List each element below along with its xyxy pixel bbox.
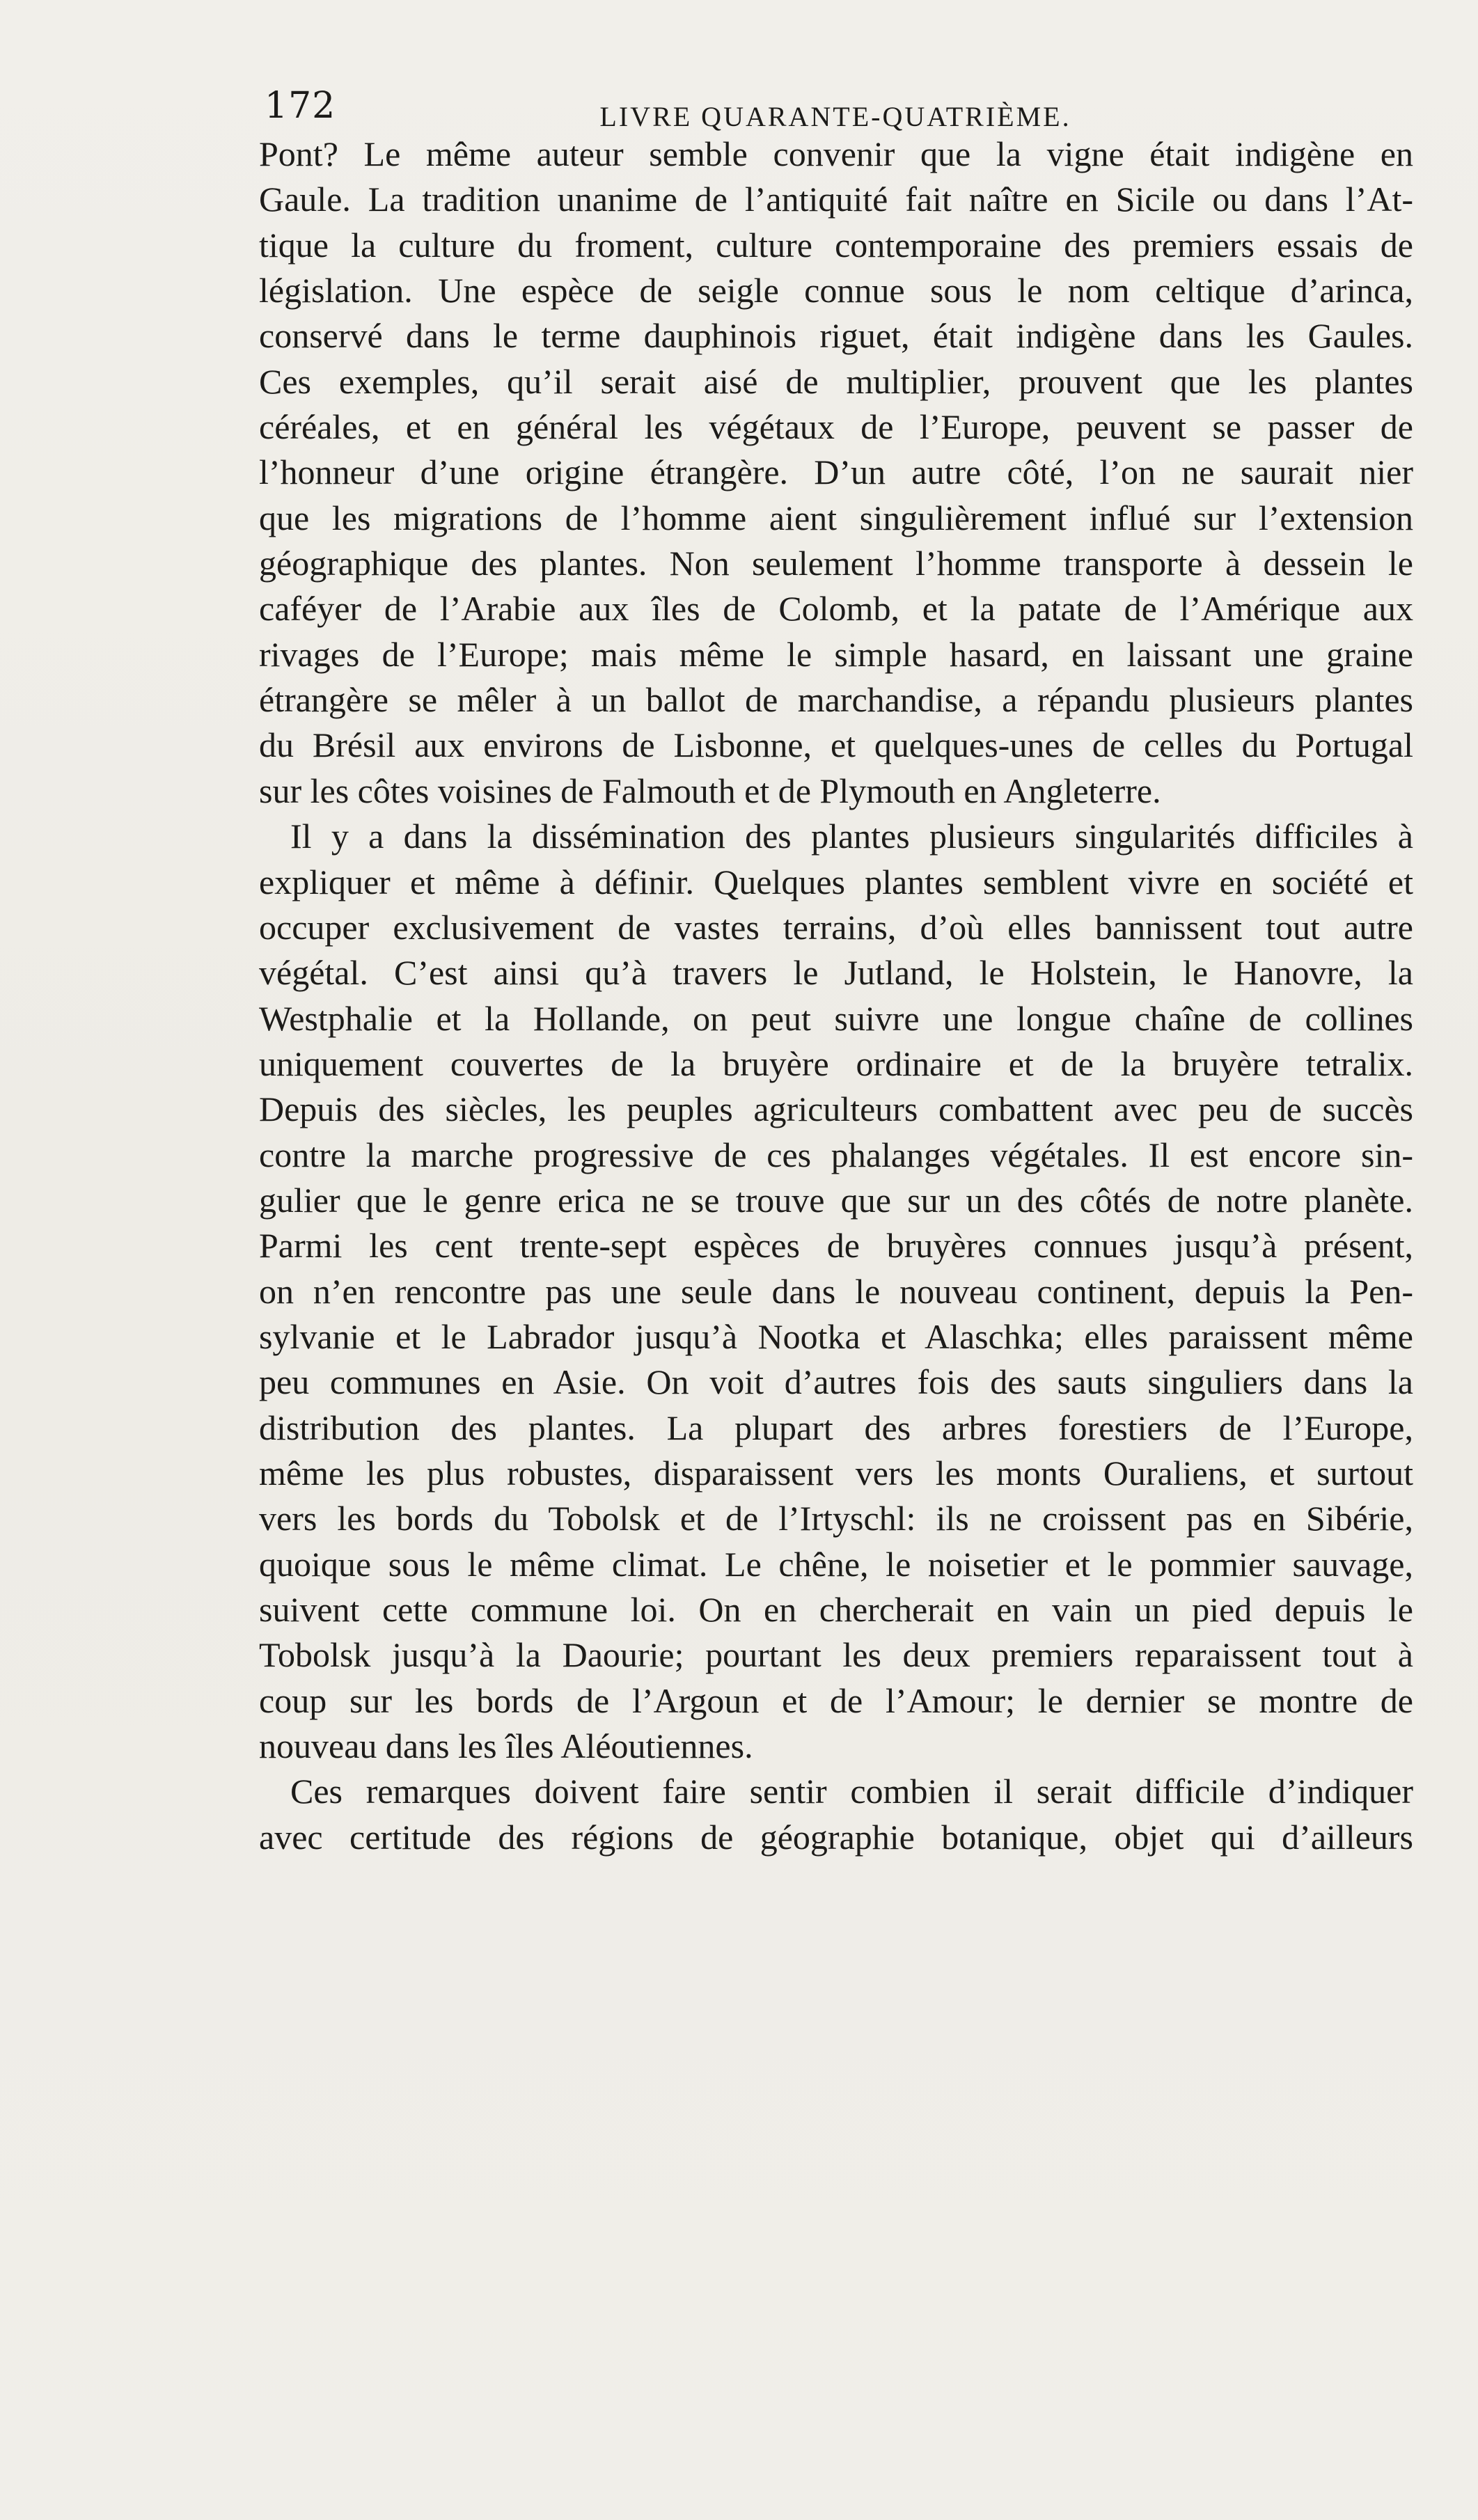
- text-line: du Brésil aux environs de Lisbonne, et quelques-unes de celles du Portugal: [259, 725, 1413, 765]
- text-line: rivages de l’Europe; mais même le simple hasard, en laissant une graine: [259, 634, 1413, 674]
- text-line: conservé dans le terme dauphinois riguet, était indigène dans les Gaules.: [259, 316, 1413, 356]
- text-line: géographique des plantes. Non seulement l’homme transporte à dessein le: [259, 544, 1413, 583]
- text-line: que les migrations de l’homme aient singulièrement influé sur l’extension: [259, 498, 1413, 537]
- text-line: sur les côtes voisines de Falmouth et de Plymouth en Angleterre.: [259, 771, 1161, 810]
- body-text: [259, 132, 1413, 1860]
- paragraph-start-line: Il y a dans la dissémination des plantes plusieurs singularités difficiles à: [290, 817, 1413, 856]
- text-line: tique la culture du froment, culture contemporaine des premiers essais de: [259, 225, 1413, 265]
- text-line: législation. Une espèce de seigle connue sous le nom celtique d’arinca,: [259, 271, 1413, 310]
- text-line: l’honneur d’une origine étrangère. D’un autre côté, l’on ne saurait nier: [259, 452, 1413, 492]
- text-line: vers les bords du Tobolsk et de l’Irtyschl: ils ne croissent pas en Sibérie,: [259, 1499, 1413, 1538]
- text-line: caféyer de l’Arabie aux îles de Colomb, et la patate de l’Amérique aux: [259, 589, 1413, 629]
- text-line: peu communes en Asie. On voit d’autres fois des sauts singuliers dans la: [259, 1362, 1413, 1402]
- text-line: Tobolsk jusqu’à la Daourie; pourtant les deux premiers reparaissent tout à: [259, 1635, 1413, 1675]
- running-title: LIVRE QUARANTE-QUATRIÈME.: [599, 101, 1071, 132]
- text-line: on n’en rencontre pas une seule dans le nouveau continent, depuis la Pen-: [259, 1271, 1413, 1311]
- page-number: 172: [265, 85, 336, 127]
- text-line: suivent cette commune loi. On en chercherait en vain un pied depuis le: [259, 1590, 1413, 1629]
- text-line: avec certitude des régions de géographie botanique, objet qui d’ailleurs: [259, 1817, 1413, 1857]
- text-line: expliquer et même à définir. Quelques plantes semblent vivre en société et: [259, 862, 1413, 901]
- text-line: distribution des plantes. La plupart des arbres forestiers de l’Europe,: [259, 1408, 1413, 1447]
- text-line: uniquement couvertes de la bruyère ordinaire et de la bruyère tetralix.: [259, 1044, 1413, 1083]
- text-line: contre la marche progressive de ces phalanges végétales. Il est encore sin-: [259, 1135, 1413, 1174]
- text-line: Gaule. La tradition unanime de l’antiquité fait naître en Sicile ou dans l’At-: [259, 180, 1413, 219]
- text-line: végétal. C’est ainsi qu’à travers le Jutland, le Holstein, le Hanovre, la: [259, 953, 1413, 993]
- text-line: quoique sous le même climat. Le chêne, le noisetier et le pommier sauvage,: [259, 1544, 1413, 1584]
- text-line: sylvanie et le Labrador jusqu’à Nootka et Alaschka; elles paraissent même: [259, 1316, 1413, 1356]
- text-line: nouveau dans les îles Aléoutiennes.: [259, 1726, 753, 1766]
- text-line: même les plus robustes, disparaissent vers les monts Ouraliens, et surtout: [259, 1453, 1413, 1493]
- text-line: étrangère se mêler à un ballot de marchandise, a répandu plusieurs plantes: [259, 680, 1413, 720]
- text-line: Pont? Le même auteur semble convenir que la vigne était indigène en: [259, 134, 1413, 173]
- text-line: céréales, et en général les végétaux de l’Europe, peuvent se passer de: [259, 407, 1413, 447]
- text-line: gulier que le genre erica ne se trouve que sur un des côtés de notre planète.: [259, 1180, 1413, 1220]
- text-line: Westphalie et la Hollande, on peut suivre une longue chaîne de collines: [259, 998, 1413, 1038]
- text-line: Parmi les cent trente-sept espèces de bruyères connues jusqu’à présent,: [259, 1226, 1413, 1266]
- text-line: Depuis des siècles, les peuples agriculteurs combattent avec peu de succès: [259, 1089, 1413, 1129]
- paragraph-start-line: Ces remarques doivent faire sentir combien il serait difficile d’indiquer: [290, 1772, 1413, 1811]
- text-line: coup sur les bords de l’Argoun et de l’Amour; le dernier se montre de: [259, 1680, 1413, 1720]
- text-line: Ces exemples, qu’il serait aisé de multiplier, prouvent que les plantes: [259, 361, 1413, 401]
- text-line: occuper exclusivement de vastes terrains, d’où elles bannissent tout autre: [259, 907, 1413, 947]
